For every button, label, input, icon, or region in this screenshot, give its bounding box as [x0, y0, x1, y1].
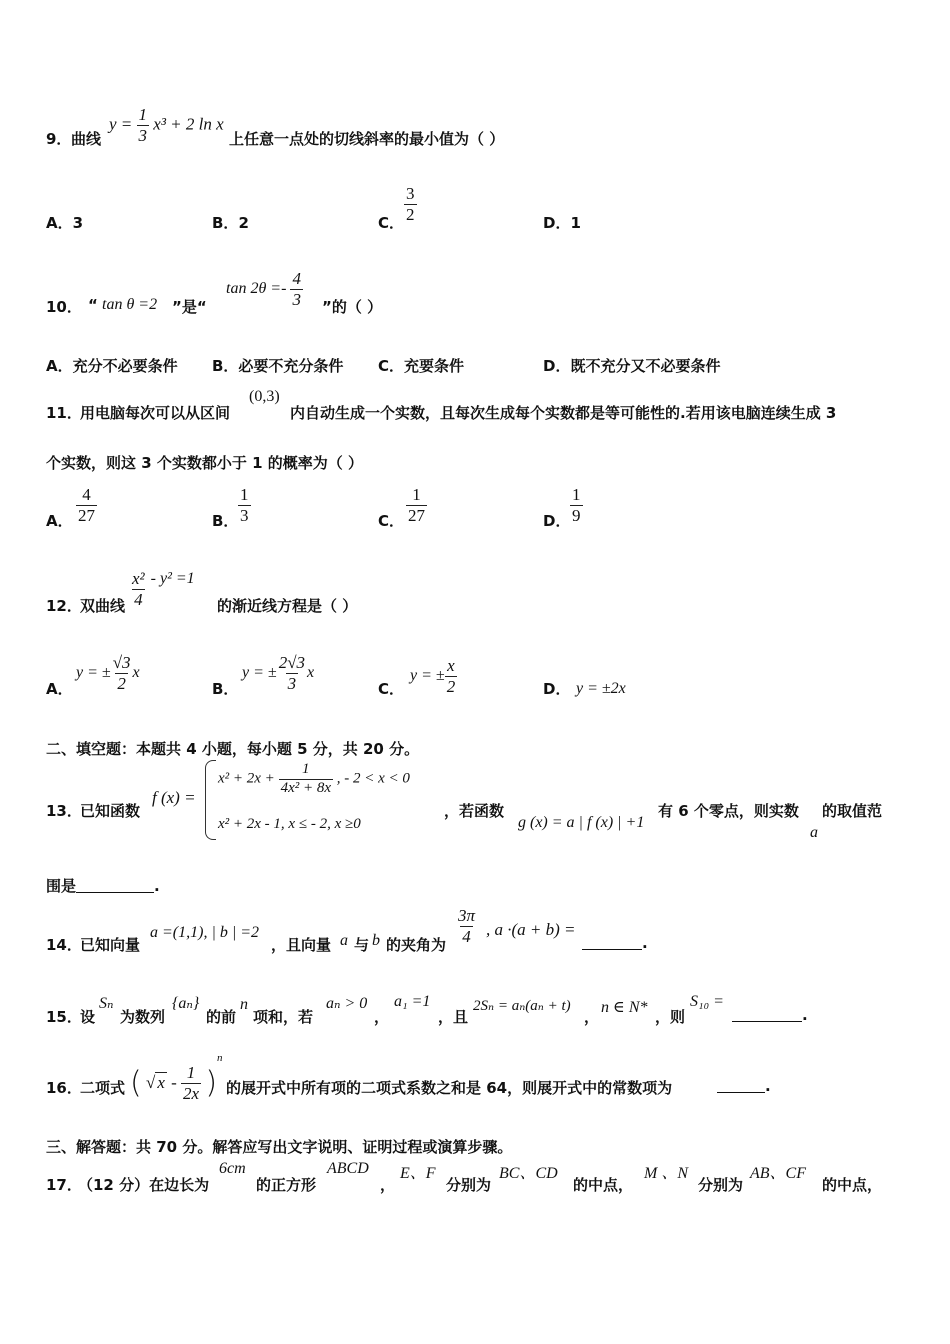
- q15-number: 15．: [46, 1008, 82, 1026]
- q9-prefix: 曲线: [71, 130, 102, 148]
- q13-answer-blank[interactable]: [76, 878, 154, 893]
- frac-den: 4x² + 8x: [280, 779, 331, 796]
- q15-qie: ，且: [438, 1008, 469, 1026]
- q14-mid: ，且向量: [271, 936, 332, 954]
- q11-option-a-label[interactable]: A．: [46, 512, 73, 530]
- q16-end: .: [765, 1077, 771, 1095]
- q14-prefix: 已知向量: [80, 936, 141, 954]
- frac-num: 3: [406, 184, 415, 203]
- frac-den: 3: [292, 289, 301, 309]
- q14-b: b: [372, 932, 380, 949]
- q14-yu: 与: [354, 936, 370, 954]
- q11-number: 11．: [46, 404, 82, 422]
- q15-end: .: [802, 1006, 808, 1024]
- q12-option-a-label[interactable]: A．: [46, 680, 73, 698]
- q17-mn: M 、N: [644, 1165, 689, 1182]
- frac-den: 3: [138, 125, 148, 145]
- q11-option-c-frac: [406, 486, 427, 525]
- q12-option-a-expr: [76, 654, 140, 693]
- q15-she: 设: [80, 1008, 96, 1026]
- frac-den: 4: [462, 926, 471, 946]
- q17-number: 17．: [46, 1176, 82, 1194]
- q15-cond3: 2Sₙ = aₙ(aₙ + t): [473, 998, 571, 1014]
- q14-number: 14．: [46, 936, 82, 954]
- q9-option-c-label[interactable]: C．: [378, 214, 405, 232]
- frac-den: 27: [408, 505, 425, 525]
- q13-tail: 的取值范: [822, 802, 883, 820]
- q11-option-d-frac: [570, 486, 583, 525]
- q14-a: a: [340, 932, 348, 949]
- q10-tan2: [226, 270, 303, 309]
- q15-sn: Sₙ: [99, 995, 114, 1012]
- frac-num: 3π: [458, 906, 476, 925]
- frac-den: 27: [78, 505, 95, 525]
- option-label: A．: [46, 214, 73, 232]
- q11-option-d-label[interactable]: D．: [543, 512, 571, 530]
- q14-end: .: [642, 934, 648, 952]
- q13-case1: [218, 762, 410, 797]
- q10-option-c[interactable]: C．充要条件: [378, 357, 465, 375]
- q9-option-a[interactable]: [46, 212, 83, 233]
- q17-comma: ，: [380, 1176, 396, 1194]
- q15-xiang: 项和，若: [253, 1008, 314, 1026]
- q15-an-set: {aₙ}: [172, 995, 200, 1012]
- frac-den: 2: [117, 673, 126, 693]
- expr-pre: y = ±: [410, 667, 445, 685]
- q17-ef: E、F: [400, 1165, 436, 1182]
- q9-suffix: 上任意一点处的切线斜率的最小值为（ ）: [229, 130, 505, 148]
- q15-wei: 为数列: [120, 1008, 166, 1026]
- q12-option-b-expr: [242, 654, 314, 693]
- q14-vec: a =(1,1), | b | =2: [150, 924, 260, 941]
- q11-line1b: 内自动生成一个实数，且每次生成每个实数都是等可能性的.若用该电脑连续生成 3: [290, 404, 837, 422]
- q11-interval: (0,3): [249, 388, 280, 405]
- q17-mid2: 的中点，: [822, 1176, 883, 1194]
- q10-mid: ”是“: [172, 298, 207, 316]
- option-label: D．: [543, 214, 571, 232]
- q15-answer-blank[interactable]: [732, 1007, 802, 1022]
- frac-den: 4: [134, 589, 143, 609]
- q9-option-d[interactable]: [543, 212, 581, 233]
- q13-fx: f (x) =: [152, 788, 196, 807]
- q15-cond4: n ∈ N*: [601, 999, 648, 1016]
- q10-option-a[interactable]: A．充分不必要条件: [46, 357, 178, 375]
- q9-number: 9．: [46, 130, 72, 148]
- q15-qian: 的前: [206, 1008, 237, 1026]
- section2-heading: 二、填空题：本题共 4 小题，每小题 5 分，共 20 分。: [46, 740, 420, 758]
- q15-cond1: aₙ > 0: [326, 995, 368, 1012]
- q16-answer: [717, 1077, 771, 1095]
- frac-num: 1: [138, 105, 148, 124]
- q10-suffix: ”的（ ）: [322, 298, 383, 316]
- q11-option-b-label[interactable]: B．: [212, 512, 239, 530]
- q13-gx: g (x) = a | f (x) | +1: [518, 814, 645, 831]
- q15-comma2: ，: [584, 1008, 600, 1026]
- q9-option-c-frac: [404, 185, 417, 224]
- option-value: 2: [238, 214, 249, 232]
- q12-formula-rest: - y² =1: [150, 570, 195, 588]
- q13-mid: ，若函数: [444, 802, 505, 820]
- q12-number: 12．: [46, 597, 82, 615]
- section3-heading: 三、解答题：共 70 分。解答应写出文字说明、证明过程或演算步骤。: [46, 1138, 513, 1156]
- frac-num: x: [447, 656, 455, 675]
- option-label: B．: [212, 214, 239, 232]
- q17-score: （12 分）在边长为: [78, 1176, 210, 1194]
- q13-suffix: 有 6 个零点，则实数: [658, 802, 799, 820]
- case1-a: x² + 2x +: [218, 770, 275, 787]
- q15-n: n: [240, 996, 248, 1013]
- q17-bccd: BC、CD: [499, 1165, 558, 1182]
- q13-line2-text: 围是: [46, 877, 77, 895]
- q10-number: 10．: [46, 298, 82, 316]
- q11-line2: 个实数，则这 3 个实数都小于 1 的概率为（ ）: [46, 454, 363, 472]
- q13-end: .: [154, 877, 160, 895]
- frac-num: 4: [82, 485, 91, 504]
- q10-open-quote: “: [88, 296, 98, 314]
- expr-pre: y = ±: [242, 664, 277, 682]
- q16-prefix: 二项式: [80, 1079, 126, 1097]
- q13-case2: x² + 2x - 1, x ≤ - 2, x ≥0: [218, 816, 361, 832]
- q17-mid1: 的中点，: [573, 1176, 634, 1194]
- q12-option-d-expr: y = ±2x: [576, 680, 626, 697]
- q14-expr: , a ·(a + b) =: [486, 920, 576, 939]
- q16-number: 16．: [46, 1079, 82, 1097]
- q15-ze: ，则: [655, 1008, 686, 1026]
- q12-formula: [130, 570, 195, 609]
- frac-num: 1: [240, 485, 249, 504]
- q16-suffix: 的展开式中所有项的二项式系数之和是 64，则展开式中的常数项为: [226, 1079, 673, 1097]
- expr-post: x: [307, 664, 315, 682]
- frac-den: 2: [446, 676, 456, 696]
- q9-formula: [109, 106, 224, 145]
- q16-answer-blank[interactable]: [717, 1078, 765, 1093]
- q12-option-c-label[interactable]: C．: [378, 680, 405, 698]
- q16-sqrt-x: x: [157, 1073, 165, 1093]
- frac-num: 1: [572, 485, 581, 504]
- q14-angle: 的夹角为: [386, 936, 447, 954]
- frac-den: 3: [240, 505, 249, 525]
- frac-num: √3: [112, 653, 131, 672]
- q10-option-b[interactable]: B．必要不充分条件: [212, 357, 344, 375]
- frac-num: x²: [132, 569, 145, 588]
- q12-option-b-label[interactable]: B．: [212, 680, 239, 698]
- q10-tan2-text: tan 2θ =-: [226, 280, 287, 298]
- q13-line2: [46, 875, 160, 896]
- frac-den: 9: [572, 505, 581, 525]
- option-value: 3: [72, 214, 84, 232]
- frac-num: 4: [292, 269, 301, 288]
- q12-suffix: 的渐近线方程是（ ）: [217, 597, 358, 615]
- q14-answer-blank[interactable]: [582, 935, 642, 950]
- q17-square: 的正方形: [256, 1176, 317, 1194]
- q9-formula-frac: [137, 106, 150, 145]
- paren-right-icon: ): [205, 1065, 218, 1101]
- q17-fen: 分别为: [446, 1176, 492, 1194]
- frac-num: 1: [412, 485, 421, 504]
- q17-fen2: 分别为: [698, 1176, 744, 1194]
- q12-prefix: 双曲线: [80, 597, 126, 615]
- q15-answer: [732, 1006, 808, 1024]
- frac-den: 2: [406, 204, 415, 224]
- q14-answer: [582, 934, 648, 952]
- q11-option-b-frac: [238, 486, 251, 525]
- q15-s10: S₁₀ =: [690, 993, 724, 1010]
- frac-num: 1: [302, 761, 310, 777]
- q11-option-c-label[interactable]: C．: [378, 512, 405, 530]
- q9-formula-rest: x³ + 2 ln x: [153, 114, 224, 134]
- q16-pow: n: [217, 1052, 223, 1064]
- q12-option-c-expr: [410, 657, 457, 696]
- paren-left-icon: (: [130, 1065, 142, 1101]
- q12-option-d-label[interactable]: D．: [543, 680, 571, 698]
- q13-a-var: a: [810, 824, 818, 841]
- frac-den: 3: [287, 673, 297, 693]
- q16-expr: [130, 1052, 223, 1102]
- q9-option-b[interactable]: [212, 212, 249, 233]
- option-value: 1: [570, 214, 581, 232]
- frac-num: 2√3: [278, 653, 306, 672]
- q13-brace: [205, 760, 216, 840]
- q11-line1a: 用电脑每次可以从区间: [80, 404, 231, 422]
- q11-option-a-frac: [76, 486, 97, 525]
- q13-prefix: 已知函数: [80, 802, 141, 820]
- expr-pre: y = ±: [76, 664, 111, 682]
- frac-num: 1: [186, 1062, 196, 1082]
- frac-den: 2x: [183, 1083, 200, 1103]
- q10-tan-theta: tan θ =2: [102, 296, 158, 313]
- case1-b: , - 2 < x < 0: [336, 770, 410, 787]
- q13-number: 13．: [46, 802, 82, 820]
- expr-post: x: [132, 664, 140, 682]
- q15-cond2: a₁ =1: [394, 993, 431, 1010]
- q9-formula-y: y =: [109, 114, 133, 134]
- q14-frac: [456, 907, 477, 946]
- q10-option-d[interactable]: D．既不充分又不必要条件: [543, 357, 721, 375]
- sqrt-icon: √: [145, 1073, 156, 1093]
- q17-abcf: AB、CF: [750, 1165, 806, 1182]
- q17-abcd: ABCD: [327, 1160, 369, 1177]
- q17-len: 6cm: [219, 1160, 246, 1177]
- q16-minus: -: [171, 1073, 177, 1093]
- q15-comma: ，: [374, 1008, 390, 1026]
